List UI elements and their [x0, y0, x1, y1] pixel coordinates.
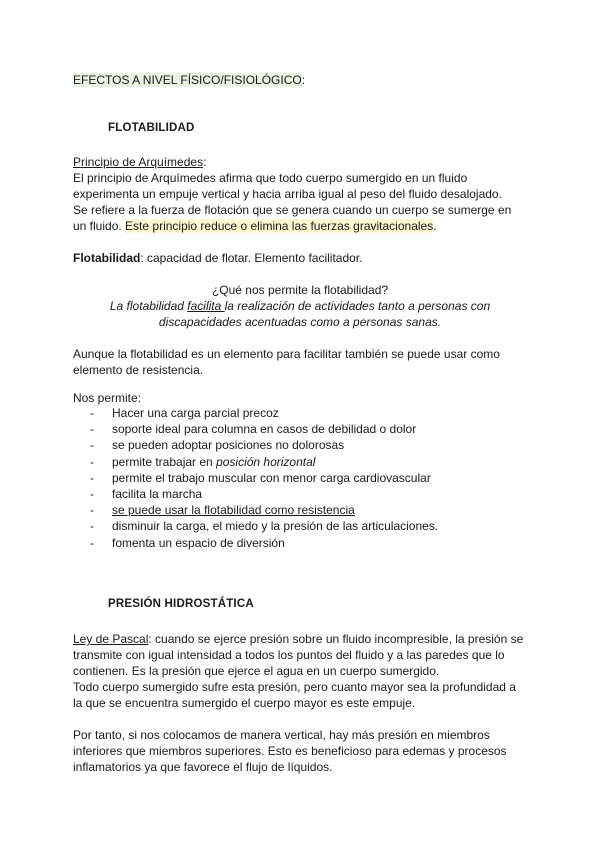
principle-line-1: El principio de Arquímedes afirma que todo cuerpo sumergido en un fluido — [73, 171, 468, 185]
document-title: EFECTOS A NIVEL FÍSICO/FISIOLÓGICO: — [73, 73, 306, 87]
conclusion-line-3: inflamatorios ya que favorece el flujo de líquidos. — [73, 760, 333, 774]
law-line-5: la que se encuentra sumergido el cuerpo mayor es este empuje. — [73, 696, 416, 710]
law-line-3: contienen. Es la presión que ejerce el agua en un cuerpo sumergido. — [73, 664, 440, 678]
principle-highlight: Este principio reduce o elimina las fuerzas gravitacionales — [125, 219, 434, 233]
principle-line-2: experimenta un empuje vertical y hacia arriba igual al peso del fluido desalojado. — [73, 187, 502, 201]
law-label: Ley de Pascal — [73, 632, 149, 646]
conclusion-line-1: Por tanto, si nos colocamos de manera vertical, hay más presión en miembros — [73, 728, 490, 742]
benefits-list — [90, 405, 438, 551]
list-intro: Nos permite: — [73, 391, 142, 405]
document-title-text: EFECTOS A NIVEL FÍSICO/FISIOLÓGICO — [73, 73, 302, 87]
list-item: - permite trabajar en posición horizontal — [90, 454, 316, 469]
conclusion-line-2: inferiores que miembros superiores. Esto es beneficioso para edemas y procesos — [73, 744, 507, 758]
principle-line-3: Se refiere a la fuerza de flotación que se genera cuando un cuerpo se sumerge en — [73, 203, 512, 217]
list-item: - disminuir la carga, el miedo y la presión de las articulaciones. — [90, 519, 439, 534]
list-item: - facilita la marcha — [90, 486, 203, 501]
list-item: - se puede usar la flotabilidad como resistencia — [90, 503, 355, 518]
law-line-2: transmite con igual intensidad a todos los puntos del fluido y a las paredes que lo — [73, 648, 505, 662]
list-item: - permite el trabajo muscular con menor carga cardiovascular — [90, 470, 431, 485]
answer-line-1: La flotabilidad facilita la realización de actividades tanto a personas con — [109, 299, 491, 313]
law-line-1: Ley de Pascal: cuando se ejerce presión sobre un fluido incompresible, la presión se — [73, 632, 524, 646]
list-item: - Hacer una carga parcial precoz — [90, 406, 279, 420]
list-item: - soporte ideal para columna en casos de debilidad o dolor — [90, 422, 417, 437]
question-line: ¿Qué nos permite la flotabilidad? — [211, 283, 389, 297]
list-item: - se pueden adoptar posiciones no dolorosas — [90, 438, 345, 453]
principle-line-4: un fluido. Este principio reduce o elimina las fuerzas gravitacionales. — [73, 219, 437, 233]
definition-term: Flotabilidad — [73, 251, 141, 265]
resistance-line-2: elemento de resistencia. — [73, 363, 204, 377]
list-item: - fomenta un espacio de diversión — [90, 535, 285, 550]
flotabilidad-definition: Flotabilidad: capacidad de flotar. Elemento facilitador. — [73, 251, 363, 265]
law-line-4: Todo cuerpo sumergido sufre esta presión, pero cuanto mayor sea la profundidad a — [73, 680, 516, 694]
answer-line-2: discapacidades acentuadas como a personas sanas. — [158, 315, 442, 329]
resistance-line-1: Aunque la flotabilidad es un elemento para facilitar también se puede usar como — [73, 347, 500, 361]
section-heading-presion: PRESIÓN HIDROSTÁTICA — [108, 598, 254, 610]
section-heading-flotabilidad: FLOTABILIDAD — [108, 122, 195, 134]
principle-label: Principio de Arquímedes: — [73, 155, 207, 169]
